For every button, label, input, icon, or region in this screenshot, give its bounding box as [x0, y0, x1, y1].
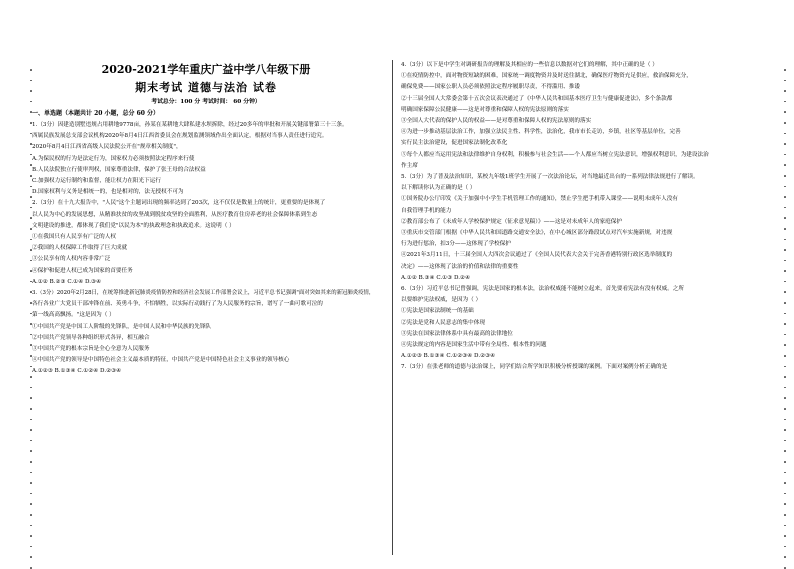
q5-line: 决定》——这体现了法治的价值和法律的重要性 [401, 263, 519, 270]
binding-dot [784, 556, 786, 558]
q4-line: 实行民主法治建设，促进国家法制化改革化 [401, 140, 508, 147]
q6-statement: ②宪法是党和人民意志的集中体现 [401, 319, 485, 326]
q2-statement: ①在我国只有人民享有广泛的人权 [32, 234, 116, 241]
binding-dot [30, 429, 32, 431]
binding-dot [784, 546, 786, 548]
binding-dot [784, 270, 786, 272]
binding-dot [784, 111, 786, 113]
q7-line: 7.（3分）在张老师的道德与法治课上，同学们结合所学知识积极分析授课的案例。下面对案例分析正确的是 [401, 364, 668, 371]
binding-dot [784, 525, 786, 527]
binding-dot [784, 408, 786, 410]
binding-dot [784, 387, 786, 389]
exam-meta: 考试总分：100 分 考试时间： 60 分钟） [151, 99, 261, 105]
binding-dot [784, 535, 786, 537]
q3-options: A.①②③ B.①③④ C.①②④ D.②③④ [32, 368, 122, 375]
binding-dot [30, 387, 32, 389]
binding-dot [784, 514, 786, 516]
question-2 [32, 198, 380, 288]
binding-dot [784, 260, 786, 262]
section-heading: 一、单选题（本题共计 20 小题，总分 60 分） [32, 110, 160, 117]
binding-dot [784, 217, 786, 219]
q3-statement: ①中国共产党是中国工人阶级的先锋队，是中国人民和中华民族的先锋队 [32, 323, 212, 330]
binding-dot [30, 503, 32, 505]
binding-dot [30, 472, 32, 474]
binding-dot [784, 472, 786, 474]
binding-dot [784, 101, 786, 103]
q1-line: 1.（3分）因建造别墅违规占用耕地9778亩，孙某在某耕地大肆私建水坝拆除，经过20多年的审批和开展关键部署第三十三条。 [32, 122, 348, 128]
binding-dot [784, 419, 786, 421]
binding-dot [784, 196, 786, 198]
binding-dot [784, 239, 786, 241]
question-3 [32, 288, 380, 378]
q3-statement: ②中国共产党领导各种组织形式各异，相互融合 [32, 334, 150, 341]
q1-option: A.为保民权的行为是法定行为，国家权力必须按照法定程序来行使 [32, 155, 195, 162]
q4-line: ①在疫情防控中，面对物资短缺的困难，国家统一调度物资并及时送往湖北，确保医疗物资充足供应，救治保障充分， [401, 73, 692, 80]
binding-dot [784, 397, 786, 399]
q4-line: 作主席 [401, 162, 418, 169]
q6-statement: ③宪法在国家法律体系中具有最高的法律地位 [401, 330, 513, 337]
right-column [401, 60, 749, 374]
exam-page [28, 60, 788, 555]
q1-option: C.加强权力运行制约和监督，能让权力在阳光下运行 [32, 178, 161, 185]
q3-statement: ④中国共产党的领导是中国特色社会主义最本质的特征，中国共产党是中国特色社会主义事业的领导核心 [32, 357, 290, 364]
binding-dot [784, 90, 786, 92]
q1-line: 2020年8月4日江西省高级人民法院公开在"规章相关制度"， [32, 144, 182, 151]
q3-line: 第一线高高飘扬。"这是因为（ ） [32, 312, 115, 319]
binding-dot [784, 302, 786, 304]
binding-dot [30, 461, 32, 463]
q6-statement: ①宪法是国家法制统一的基础 [401, 308, 474, 315]
q5-line: 以下解读你认为正确的是（ ） [401, 185, 476, 192]
binding-dot [784, 461, 786, 463]
left-column [32, 60, 380, 378]
q5-line: ③重庆市交管部门根据《中华人民共和国道路交通安全法》，在中心城区部分路段试点对汽车实施新规，对违规 [401, 230, 673, 237]
q4-line: ②十三届全国人大常委会第十五次会议表决通过了《中华人民共和国基本医疗卫生与健康促进法》，多个条款都 [401, 95, 673, 102]
binding-dot [784, 69, 786, 71]
binding-dot [30, 482, 32, 484]
binding-dot [30, 397, 32, 399]
q5-line: 5.（3分）为了普及法治知识，某校九年级1班学生开展了一次法治论坛，对当地最近出台的一系列法律法规进行了解读。 [401, 174, 699, 181]
q3-line: 各行各业广大党员干部冲锋在前、英勇斗争，不怕牺牲，以实际行动践行了为人民服务的宗旨，谱写了一曲可歌可泣的 [32, 301, 323, 308]
binding-dot [784, 334, 786, 336]
binding-dot [784, 249, 786, 251]
q1-line: 西属民族发展总支部会议机构2020年8月4日江西省委员会在规划监测领域作出全面认定，根据对当事人责任进行追究。 [32, 133, 328, 140]
q5-line: ④2021年3月11日，十三届全国人大四次会议通过了《全国人民代表大会关于完善香港特别行政区选举制度的 [401, 252, 673, 259]
binding-dot [30, 556, 32, 558]
q2-line: 以人民为中心的发展思想，从精准扶贫的攻坚战到脱贫攻坚的全面胜利，从医疗教育住房养老的社会保障体系到生态 [32, 211, 318, 218]
binding-dot [784, 355, 786, 357]
binding-dot [30, 525, 32, 527]
column-divider [392, 60, 393, 555]
q5-line: 行为进行惩治，扣3分——这体现了学校保护 [401, 241, 511, 248]
binding-dot [30, 408, 32, 410]
binding-dot [784, 482, 786, 484]
binding-dot [30, 546, 32, 548]
exam-subtitle: 期末考试 道德与法治 试卷 [135, 81, 277, 94]
q6-options: A.①②③ B.①③④ C.①②③④ D.②③④ [401, 353, 496, 360]
q4-line: 明确国家保障公民健康——这是对尊重和保障人权的宪法原则的落实 [401, 106, 569, 113]
binding-dot [784, 122, 786, 124]
binding-dot [784, 376, 786, 378]
q4-line: ⑤每个人都应当运用宪法和法律维护自身权利，积极参与社会生活——个人都应当树立宪法意识，增强权利意识，为建设法治 [401, 151, 709, 158]
binding-dot [784, 450, 786, 452]
q6-line: 以要维护宪法权威，是因为（ ） [401, 297, 482, 304]
binding-dot [784, 80, 786, 82]
q4-line: 4.（3分）以下是中学生对调研报告的理解及其相应的一些信息以数据对它们的理解，其中正确的是（ ） [401, 62, 658, 68]
binding-dot [784, 366, 786, 368]
binding-dot [30, 450, 32, 452]
binding-dot [784, 291, 786, 293]
binding-dot [784, 133, 786, 135]
binding-dot [784, 567, 786, 569]
binding-dot [30, 514, 32, 516]
binding-dot [30, 440, 32, 442]
q6-line: 6.（3分）习近平总书记曾强调，宪法是国家的根本法，法治权威能不能树立起来，首先要看宪法有没有权威。之所 [401, 286, 684, 293]
q1-option: B.人民法院独立行使审判权，国家尊重法律，保护了张王母的合法权益 [32, 166, 206, 173]
binding-dot [784, 228, 786, 230]
q5-line: ①国务院办公厅印发《关于加强中小学生手机管理工作的通知》，禁止学生把手机带入课堂——说明未成年人没有 [401, 196, 678, 203]
q1-option: D.国家权利与义务是相统一的，也是相对的，法无授权不可为 [32, 189, 184, 196]
q4-line: 确保免费——国家公职人员必须依照法定程序履职尽责，不得滥用、推诿 [401, 84, 581, 91]
binding-dot [784, 164, 786, 166]
q3-statement: ③中国共产党的根本宗旨是全心全意为人民服务 [32, 346, 150, 353]
q5-options: A.①② B.③④ C.①③ D.②④ [401, 274, 471, 281]
binding-dot [784, 503, 786, 505]
q4-line: ③全国人大代表的保护人民的权益——是对尊重和保障人权的宪法原则的落实 [401, 118, 592, 125]
q2-statement: ②我国的人权保障工作取得了巨大成就 [32, 245, 128, 252]
binding-dot [784, 186, 786, 188]
q2-statement: ③公民享有的人权内容非常广泛 [32, 256, 111, 263]
q6-statement: ④宪法规定的内容是国家生活中带有全局性、根本性的问题 [401, 342, 547, 349]
binding-margin-right [782, 60, 788, 555]
exam-title: 2020-2021学年重庆广益中学八年级下册 [101, 63, 311, 76]
binding-dot [784, 207, 786, 209]
q2-line: 2.（3分）在十九大报告中，"人民"这个主题词出现的频率达到了203次，这不仅仅是数量上的统计，更重要的是体现了 [32, 200, 326, 207]
question-1 [32, 120, 380, 198]
binding-dot [784, 429, 786, 431]
q3-line: 3.（3分）2020年2月28日，在统筹推进新冠肺炎疫情防控和经济社会发展工作部署会议上，习近平总书记强调"面对突如其来的新冠肺炎疫情， [32, 290, 375, 297]
binding-dot [784, 440, 786, 442]
q2-line: 文明建设的推进，都体现了我们党"以民为本"的执政理念和执政追求。这说明（ ） [32, 222, 235, 229]
binding-dot [784, 154, 786, 156]
binding-dot [784, 493, 786, 495]
binding-dot [30, 535, 32, 537]
q2-options: A.①② B.②③ C.①④ D.③④ [32, 278, 102, 285]
q5-line: ②教育部公布了《未成年人学校保护规定（征求意见稿）》——这是对未成年人的家庭保护 [401, 218, 622, 225]
q2-statement: ④保护和促进人权已成为国家的首要任务 [32, 267, 133, 274]
binding-dot [784, 281, 786, 283]
q4-line: ④为进一步推动基层法治工作，加强立法民主性、科学性，法治化，我市市长走访，乡镇，社区等基层单位，完善 [401, 129, 681, 136]
binding-dot [784, 143, 786, 145]
binding-dot [784, 175, 786, 177]
binding-dot [30, 567, 32, 569]
binding-dot [784, 313, 786, 315]
q5-line: 自我管理手机的能力 [401, 207, 452, 214]
binding-dot [30, 493, 32, 495]
binding-dot [784, 323, 786, 325]
binding-dot [784, 344, 786, 346]
binding-dot [30, 419, 32, 421]
